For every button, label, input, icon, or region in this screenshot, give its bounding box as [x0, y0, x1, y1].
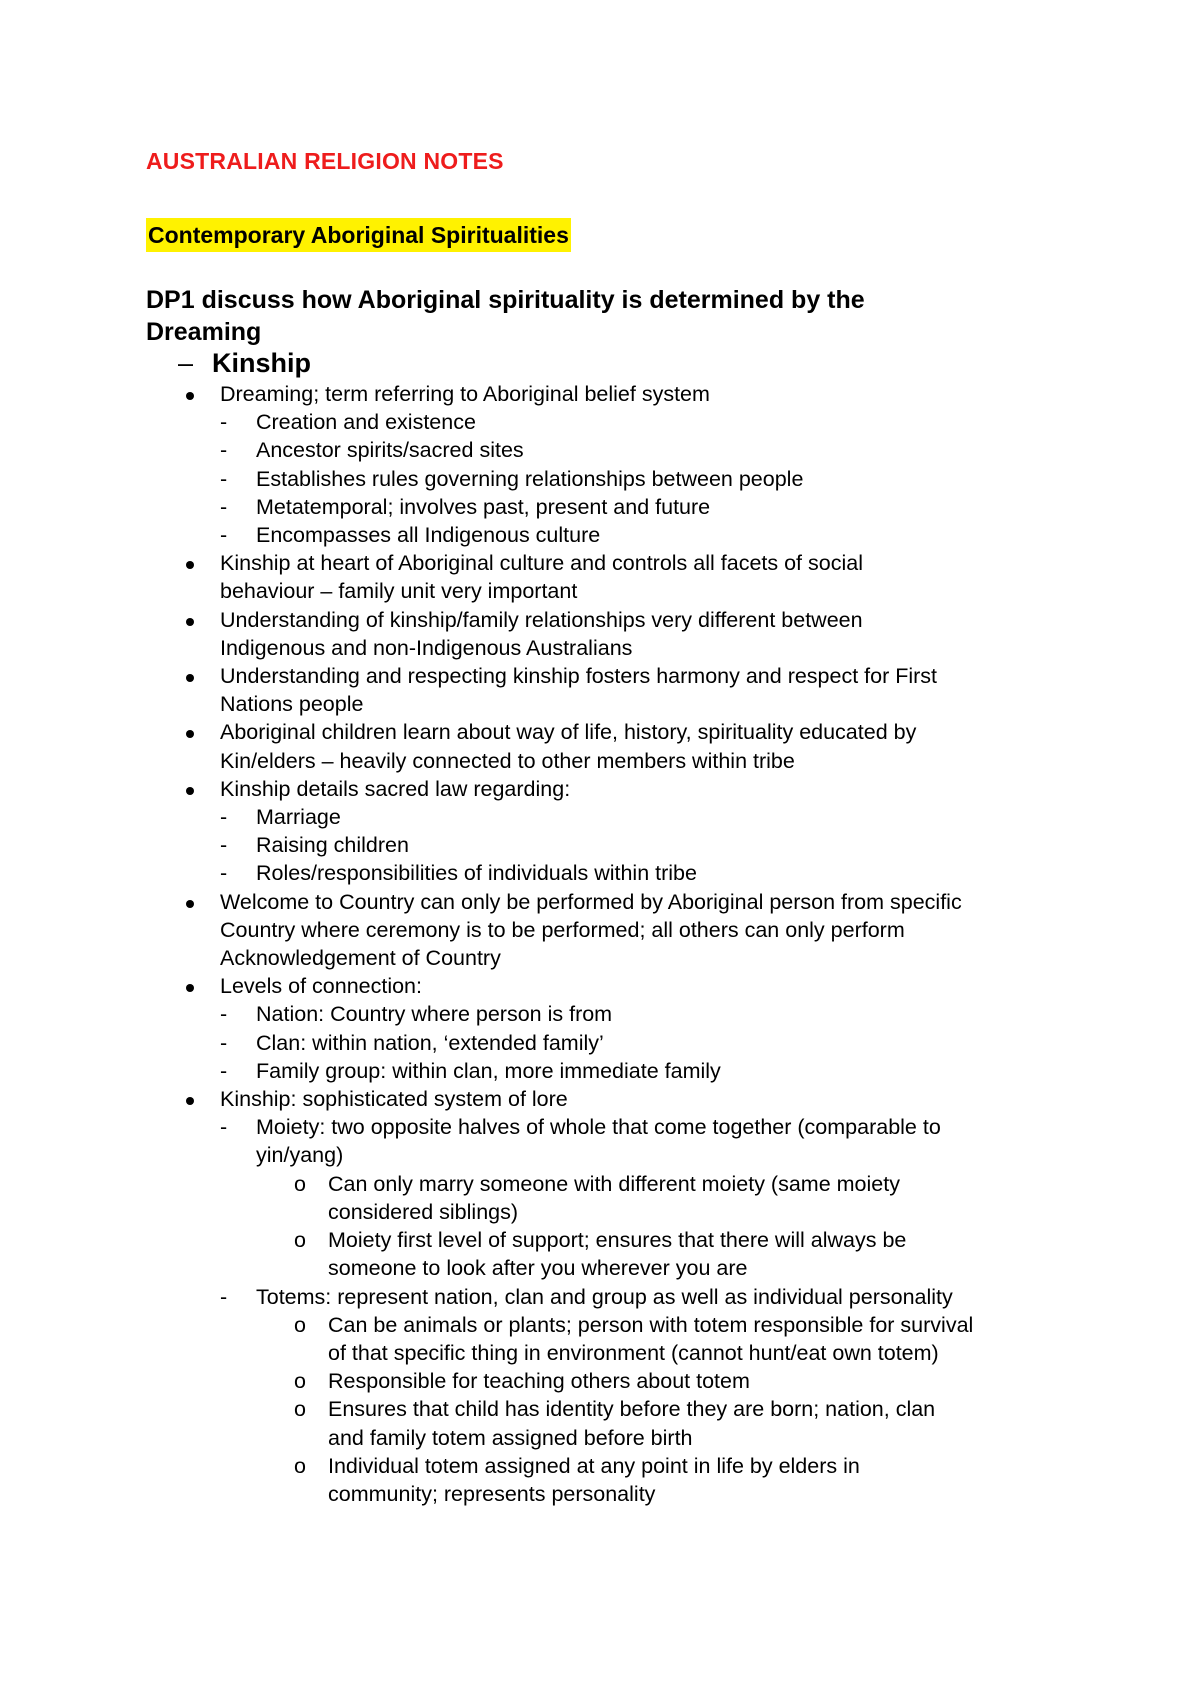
subtopic-label: Kinship — [212, 348, 311, 378]
note-text: Moiety: two opposite halves of whole that come together (comparable to — [256, 1115, 941, 1140]
note-line — [0, 747, 1200, 775]
note-line — [0, 577, 1200, 605]
note-text: Understanding of kinship/family relationships very different between — [220, 607, 863, 632]
note-line — [0, 972, 1200, 1000]
bullet-dot-icon — [186, 674, 194, 682]
bullet-marker — [186, 380, 194, 408]
subtopic-dash: – — [178, 348, 194, 378]
bullet-marker — [186, 1085, 194, 1113]
dash-marker: - — [220, 1030, 228, 1055]
note-text: Kinship at heart of Aboriginal culture and controls all facets of social — [220, 551, 863, 576]
dash-marker: - — [220, 861, 228, 886]
note-text: Marriage — [256, 805, 341, 830]
note-text: behaviour – family unit very important — [220, 579, 578, 604]
note-text: Acknowledgement of Country — [220, 946, 501, 971]
note-line — [0, 1283, 1200, 1311]
document-title: AUSTRALIAN RELIGION NOTES — [146, 148, 504, 174]
bullet-marker — [186, 662, 194, 690]
note-line — [0, 1029, 1200, 1057]
note-line — [0, 916, 1200, 944]
note-text: Encompasses all Indigenous culture — [256, 523, 601, 548]
note-text: Establishes rules governing relationships between people — [256, 466, 804, 491]
note-text: Welcome to Country can only be performed by Aboriginal person from specific — [220, 889, 962, 914]
circle-marker: o — [294, 1171, 306, 1196]
note-text: Responsible for teaching others about totem — [328, 1369, 750, 1394]
bullet-marker — [186, 888, 194, 916]
dp1-heading-line2: Dreaming — [146, 318, 262, 346]
note-line — [0, 1452, 1200, 1480]
note-line — [0, 1311, 1200, 1339]
note-text: someone to look after you wherever you are — [328, 1256, 748, 1281]
note-line — [0, 1339, 1200, 1367]
note-line — [0, 1395, 1200, 1423]
bullet-dot-icon — [186, 900, 194, 908]
bullet-marker — [186, 718, 194, 746]
dash-marker: - — [220, 438, 228, 463]
note-text: Aboriginal children learn about way of life, history, spirituality educated by — [220, 720, 917, 745]
note-text: Dreaming; term referring to Aboriginal belief system — [220, 382, 710, 406]
circle-marker: o — [294, 1312, 306, 1337]
note-text: of that specific thing in environment (cannot hunt/eat own totem) — [328, 1340, 939, 1365]
note-line — [0, 465, 1200, 493]
dash-marker: - — [220, 1002, 228, 1027]
note-line — [0, 1057, 1200, 1085]
note-text: Ensures that child has identity before they are born; nation, clan — [328, 1397, 936, 1422]
bullet-dot-icon — [186, 561, 194, 569]
note-line — [0, 1367, 1200, 1395]
note-text: Clan: within nation, ‘extended family’ — [256, 1030, 604, 1055]
note-line — [0, 1424, 1200, 1452]
note-text: Creation and existence — [256, 410, 476, 435]
note-text: Metatemporal; involves past, present and future — [256, 494, 711, 519]
bullet-dot-icon — [186, 730, 194, 738]
dash-marker: - — [220, 466, 228, 491]
dash-marker: - — [220, 1115, 228, 1140]
note-text: Can only marry someone with different moiety (same moiety — [328, 1171, 900, 1196]
dash-marker: - — [220, 410, 228, 435]
note-line — [0, 718, 1200, 746]
note-line — [0, 1198, 1200, 1226]
note-text: Ancestor spirits/sacred sites — [256, 438, 524, 463]
dp1-heading-line1: DP1 discuss how Aboriginal spirituality is determined by the — [146, 286, 865, 314]
dp1-heading — [146, 284, 1046, 348]
note-text: Family group: within clan, more immediate family — [256, 1058, 721, 1083]
dash-marker: - — [220, 833, 228, 858]
note-text: Individual totem assigned at any point in life by elders in — [328, 1453, 860, 1478]
note-text: Can be animals or plants; person with totem responsible for survival — [328, 1312, 974, 1337]
bullet-marker — [186, 972, 194, 1000]
note-text: community; represents personality — [328, 1481, 656, 1506]
note-text: Roles/responsibilities of individuals within tribe — [256, 861, 697, 886]
bullet-marker — [186, 606, 194, 634]
circle-marker: o — [294, 1228, 306, 1253]
note-line — [0, 1113, 1200, 1141]
bullet-dot-icon — [186, 984, 194, 992]
note-text: Indigenous and non-Indigenous Australians — [220, 635, 633, 660]
note-line — [0, 380, 1200, 408]
note-text: considered siblings) — [328, 1199, 519, 1224]
note-text: Moiety first level of support; ensures that there will always be — [328, 1228, 907, 1253]
section-title-highlighted: Contemporary Aboriginal Spiritualities — [146, 218, 571, 252]
note-line — [0, 662, 1200, 690]
note-line — [0, 521, 1200, 549]
bullet-dot-icon — [186, 618, 194, 626]
bullet-dot-icon — [186, 392, 194, 400]
note-line — [0, 436, 1200, 464]
note-line — [0, 606, 1200, 634]
bullet-marker — [186, 775, 194, 803]
circle-marker: o — [294, 1453, 306, 1478]
bullet-dot-icon — [186, 787, 194, 795]
dash-marker: - — [220, 1284, 228, 1309]
note-line — [0, 1000, 1200, 1028]
subtopic-heading — [178, 347, 311, 379]
circle-marker: o — [294, 1369, 306, 1394]
note-line — [0, 1085, 1200, 1113]
bullet-dot-icon — [186, 1097, 194, 1105]
note-text: Raising children — [256, 833, 409, 858]
note-text: Kinship details sacred law regarding: — [220, 776, 571, 801]
note-line — [0, 944, 1200, 972]
notes-list — [0, 380, 1200, 1508]
note-line — [0, 634, 1200, 662]
note-line — [0, 888, 1200, 916]
note-line — [0, 1226, 1200, 1254]
note-line — [0, 1254, 1200, 1282]
dash-marker: - — [220, 805, 228, 830]
dash-marker: - — [220, 1058, 228, 1083]
note-text: Country where ceremony is to be performed; all others can only perform — [220, 917, 905, 942]
note-line — [0, 1170, 1200, 1198]
note-text: yin/yang) — [256, 1143, 344, 1168]
dash-marker: - — [220, 523, 228, 548]
note-line — [0, 803, 1200, 831]
note-line — [0, 549, 1200, 577]
note-text: Levels of connection: — [220, 974, 422, 999]
note-line — [0, 1141, 1200, 1169]
dash-marker: - — [220, 494, 228, 519]
note-text: Kinship: sophisticated system of lore — [220, 1087, 568, 1112]
note-line — [0, 859, 1200, 887]
note-line — [0, 831, 1200, 859]
note-text: Nations people — [220, 692, 364, 717]
note-text: Understanding and respecting kinship fosters harmony and respect for First — [220, 664, 938, 689]
circle-marker: o — [294, 1397, 306, 1422]
note-line — [0, 690, 1200, 718]
note-line — [0, 775, 1200, 803]
note-text: Totems: represent nation, clan and group as well as individual personality — [256, 1284, 953, 1309]
note-line — [0, 408, 1200, 436]
note-line — [0, 493, 1200, 521]
bullet-marker — [186, 549, 194, 577]
note-text: and family totem assigned before birth — [328, 1425, 693, 1450]
note-text: Nation: Country where person is from — [256, 1002, 613, 1027]
note-line — [0, 1480, 1200, 1508]
note-text: Kin/elders – heavily connected to other members within tribe — [220, 748, 795, 773]
